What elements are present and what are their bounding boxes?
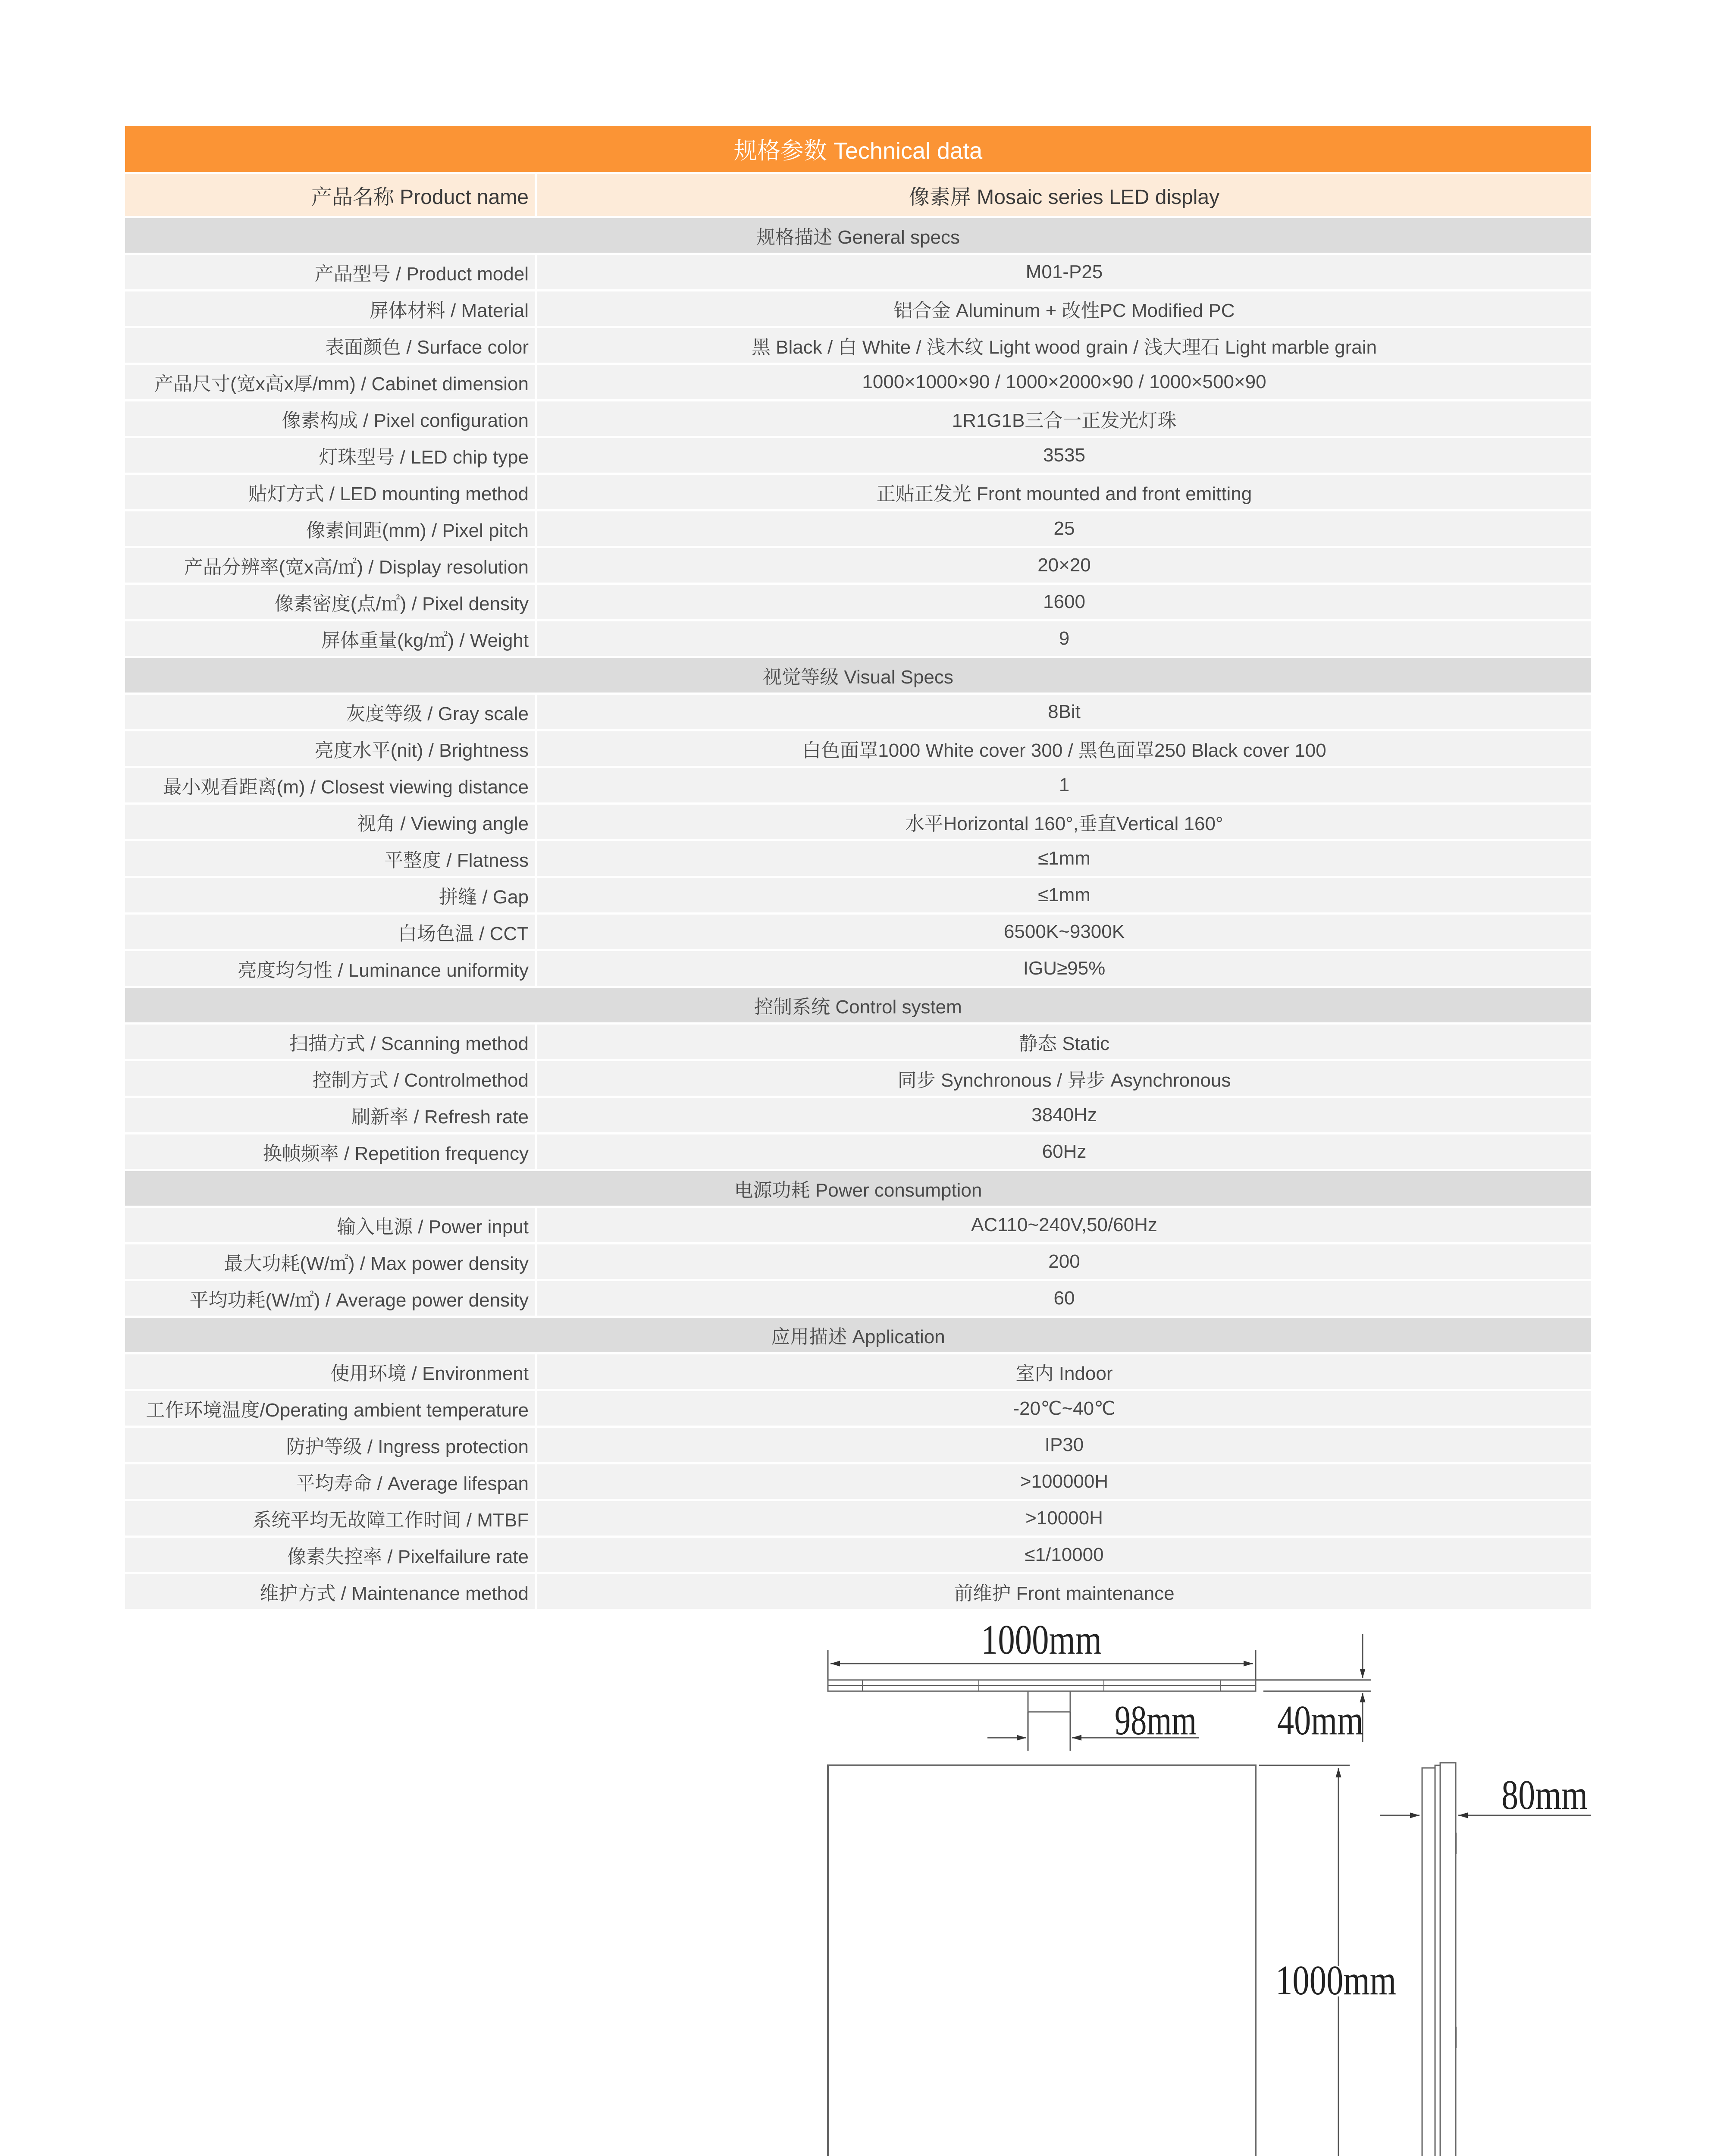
spec-label: 灯珠型号 / LED chip type xyxy=(125,438,535,473)
spec-label: 系统平均无故障工作时间 / MTBF xyxy=(125,1501,535,1536)
spec-value: 60Hz xyxy=(537,1134,1591,1169)
spec-value: 白色面罩1000 White cover 300 / 黑色面罩250 Black cover 100 xyxy=(537,731,1591,766)
spec-value: 20×20 xyxy=(537,548,1591,583)
mount-dimension-label: 98mm xyxy=(1115,1697,1197,1744)
spec-label: 拼缝 / Gap xyxy=(125,878,535,912)
product-name-label: 产品名称 Product name xyxy=(125,174,535,216)
spec-label: 平均功耗(W/㎡) / Average power density xyxy=(125,1281,535,1316)
spec-value: AC110~240V,50/60Hz xyxy=(537,1208,1591,1242)
spec-value: 1600 xyxy=(537,585,1591,619)
spec-value: 1 xyxy=(537,768,1591,802)
product-name-value: 像素屏 Mosaic series LED display xyxy=(537,174,1591,216)
section-heading: 控制系统 Control system xyxy=(125,988,1591,1022)
section-heading: 应用描述 Application xyxy=(125,1318,1591,1352)
spec-value: 25 xyxy=(537,511,1591,546)
spec-label: 贴灯方式 / LED mounting method xyxy=(125,475,535,509)
spec-label: 平均寿命 / Average lifespan xyxy=(125,1464,535,1499)
panel-front-view xyxy=(828,1765,1256,2156)
spec-value: 同步 Synchronous / 异步 Asynchronous xyxy=(537,1061,1591,1096)
spec-value: 8Bit xyxy=(537,695,1591,729)
spec-value: 1000×1000×90 / 1000×2000×90 / 1000×500×90 xyxy=(537,365,1591,399)
spec-label: 防护等级 / Ingress protection xyxy=(125,1428,535,1462)
spec-label: 控制方式 / Controlmethod xyxy=(125,1061,535,1096)
section-heading: 视觉等级 Visual Specs xyxy=(125,658,1591,693)
spec-value: 9 xyxy=(537,621,1591,656)
spec-label: 屏体材料 / Material xyxy=(125,291,535,326)
spec-label: 亮度水平(nit) / Brightness xyxy=(125,731,535,766)
spec-value: 200 xyxy=(537,1244,1591,1279)
spec-value: >10000H xyxy=(537,1501,1591,1536)
spec-label: 工作环境温度/Operating ambient temperature xyxy=(125,1391,535,1426)
depth-dimension-label: 40mm xyxy=(1277,1697,1363,1744)
spec-label: 产品分辨率(宽x高/㎡) / Display resolution xyxy=(125,548,535,583)
spec-value: 水平Horizontal 160°,垂直Vertical 160° xyxy=(537,805,1591,839)
spec-label: 像素间距(mm) / Pixel pitch xyxy=(125,511,535,546)
spec-value: 铝合金 Aluminum + 改性PC Modified PC xyxy=(537,291,1591,326)
side-dimension-label: 80mm xyxy=(1501,1772,1588,1818)
spec-value: 正贴正发光 Front mounted and front emitting xyxy=(537,475,1591,509)
spec-value: >100000H xyxy=(537,1464,1591,1499)
spec-label: 产品型号 / Product model xyxy=(125,255,535,289)
spec-value: 3535 xyxy=(537,438,1591,473)
spec-value: 60 xyxy=(537,1281,1591,1316)
spec-label: 视角 / Viewing angle xyxy=(125,805,535,839)
panel-side-view xyxy=(1422,1763,1456,2156)
spec-value: 静态 Static xyxy=(537,1025,1591,1059)
spec-label: 最小观看距离(m) / Closest viewing distance xyxy=(125,768,535,802)
spec-label: 平整度 / Flatness xyxy=(125,841,535,876)
section-heading: 规格描述 General specs xyxy=(125,218,1591,253)
spec-label: 灰度等级 / Gray scale xyxy=(125,695,535,729)
spec-value: ≤1/10000 xyxy=(537,1538,1591,1572)
section-heading: 电源功耗 Power consumption xyxy=(125,1171,1591,1206)
spec-label: 亮度均匀性 / Luminance uniformity xyxy=(125,951,535,986)
spec-label: 扫描方式 / Scanning method xyxy=(125,1025,535,1059)
spec-label: 维护方式 / Maintenance method xyxy=(125,1574,535,1609)
spec-value: 3840Hz xyxy=(537,1098,1591,1132)
spec-value: -20℃~40℃ xyxy=(537,1391,1591,1426)
spec-label: 白场色温 / CCT xyxy=(125,915,535,949)
spec-label: 输入电源 / Power input xyxy=(125,1208,535,1242)
spec-value: 前维护 Front maintenance xyxy=(537,1574,1591,1609)
spec-label: 最大功耗(W/㎡) / Max power density xyxy=(125,1244,535,1279)
spec-label: 像素构成 / Pixel configuration xyxy=(125,401,535,436)
spec-label: 产品尺寸(宽x高x厚/mm) / Cabinet dimension xyxy=(125,365,535,399)
spec-value: ≤1mm xyxy=(537,841,1591,876)
width-dimension-label: 1000mm xyxy=(981,1617,1102,1663)
spec-label: 像素失控率 / Pixelfailure rate xyxy=(125,1538,535,1572)
spec-value: ≤1mm xyxy=(537,878,1591,912)
spec-value: 6500K~9300K xyxy=(537,915,1591,949)
spec-label: 刷新率 / Refresh rate xyxy=(125,1098,535,1132)
spec-value: 室内 Indoor xyxy=(537,1354,1591,1389)
spec-value: IP30 xyxy=(537,1428,1591,1462)
height-dimension-label: 1000mm xyxy=(1275,1957,1396,2004)
spec-value: M01-P25 xyxy=(537,255,1591,289)
spec-value: IGU≥95% xyxy=(537,951,1591,986)
spec-label: 像素密度(点/㎡) / Pixel density xyxy=(125,585,535,619)
spec-label: 换帧频率 / Repetition frequency xyxy=(125,1134,535,1169)
table-title: 规格参数 Technical data xyxy=(125,126,1591,172)
spec-value: 黑 Black / 白 White / 浅木纹 Light wood grain / 浅大理石 Light marble grain xyxy=(537,328,1591,363)
spec-label: 使用环境 / Environment xyxy=(125,1354,535,1389)
spec-value: 1R1G1B三合一正发光灯珠 xyxy=(537,401,1591,436)
spec-label: 表面颜色 / Surface color xyxy=(125,328,535,363)
spec-label: 屏体重量(kg/㎡) / Weight xyxy=(125,621,535,656)
